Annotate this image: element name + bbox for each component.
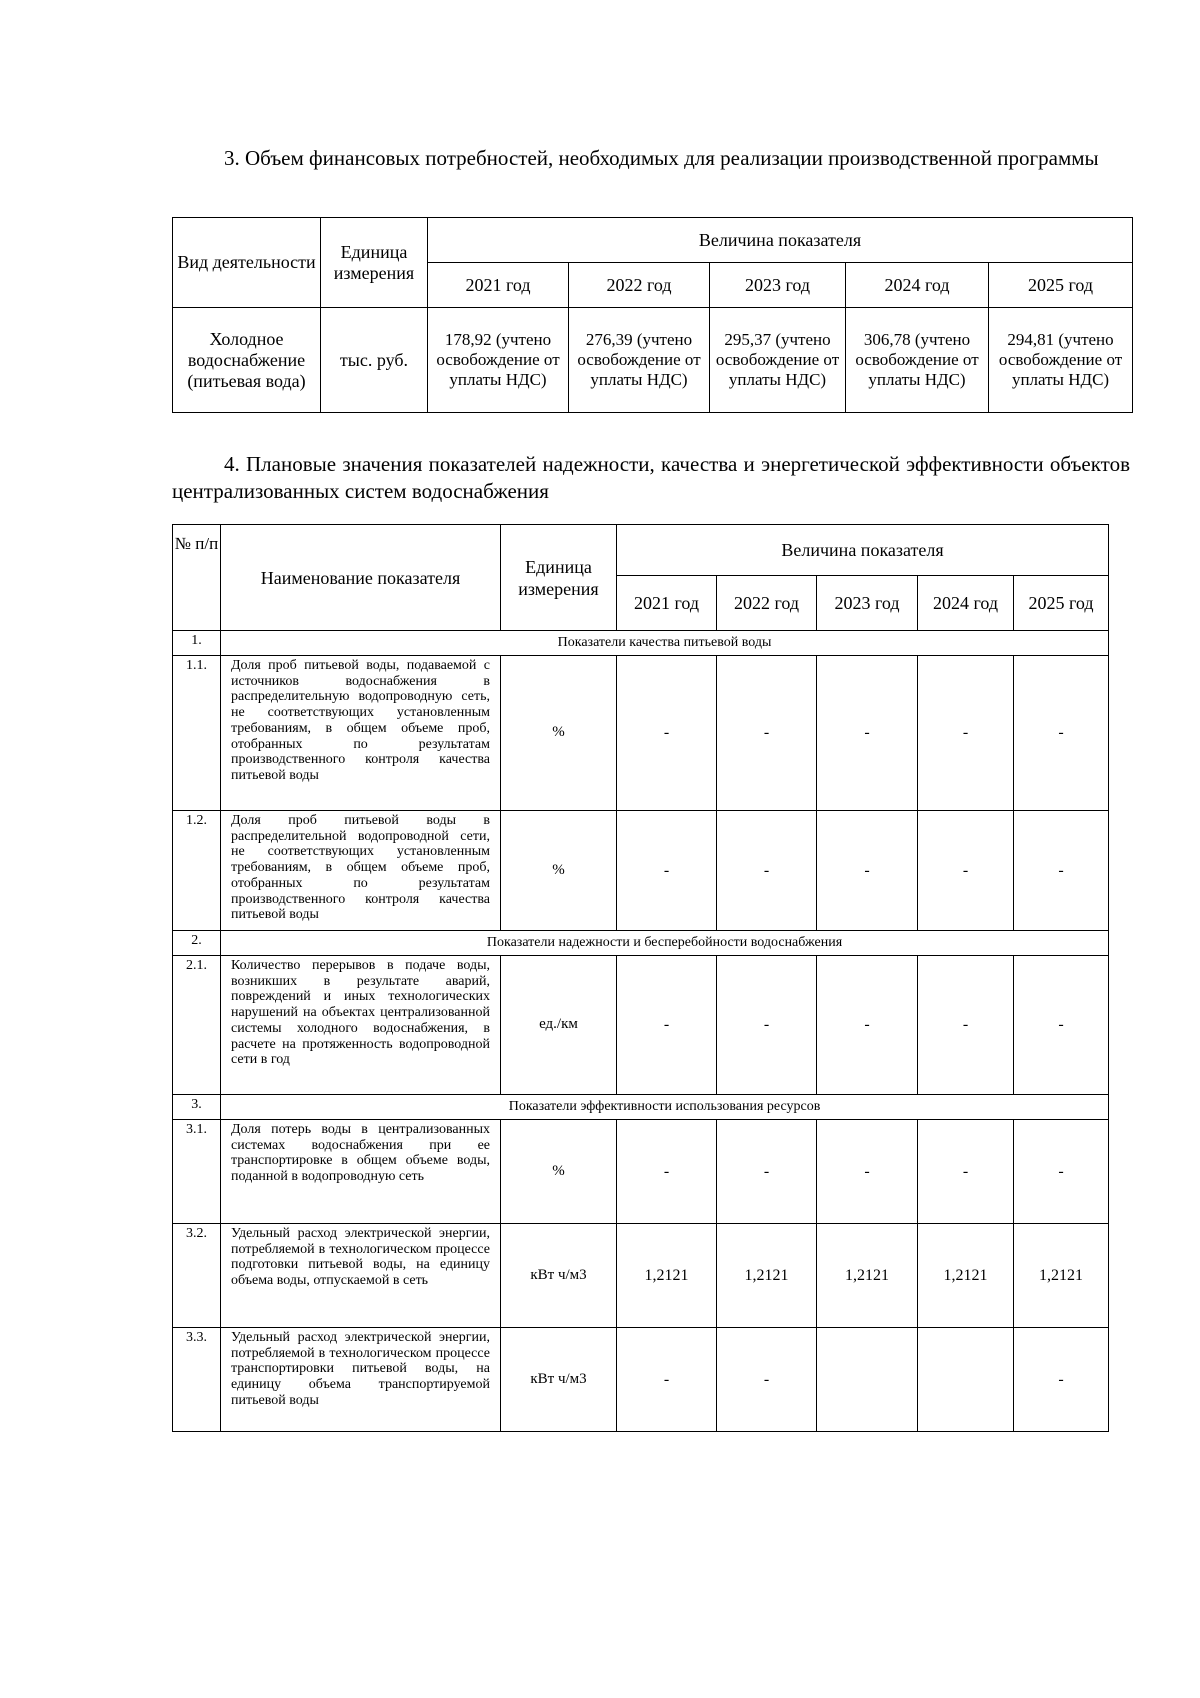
value-cell: - <box>918 656 1014 811</box>
header-value: Величина показателя <box>617 525 1109 576</box>
value-cell: - <box>617 656 717 811</box>
header-year: 2021 год <box>617 576 717 631</box>
table-row <box>173 1224 1109 1328</box>
value-cell: - <box>918 956 1014 1095</box>
row-num-cell: 3.3. <box>173 1328 221 1432</box>
value-cell: 306,78 (учтено освобождение от уплаты НДС) <box>846 308 989 413</box>
header-year: 2024 год <box>846 263 989 308</box>
section-num-cell: 2. <box>173 931 221 956</box>
header-value: Величина показателя <box>428 218 1133 263</box>
unit-cell: тыс. руб. <box>321 308 428 413</box>
section-row <box>173 931 1109 956</box>
value-cell: - <box>717 956 817 1095</box>
indicator-name-cell: Удельный расход электрической энергии, потребляемой в технологическом процессе транспортировки питьевой воды, на единицу объема транспортируемой питьевой воды <box>221 1328 501 1432</box>
value-cell: - <box>717 656 817 811</box>
unit-cell: % <box>501 1120 617 1224</box>
value-cell: 1,2121 <box>617 1224 717 1328</box>
value-cell: - <box>617 1328 717 1432</box>
row-num-cell: 1.1. <box>173 656 221 811</box>
section-title-cell: Показатели надежности и бесперебойности водоснабжения <box>221 931 1109 956</box>
value-cell: - <box>617 811 717 931</box>
value-cell: - <box>617 1120 717 1224</box>
header-year: 2023 год <box>710 263 846 308</box>
value-cell: 1,2121 <box>717 1224 817 1328</box>
header-unit: Единица измерения <box>321 218 428 308</box>
header-year: 2024 год <box>918 576 1014 631</box>
unit-cell: кВт ч/м3 <box>501 1224 617 1328</box>
row-num-cell: 2.1. <box>173 956 221 1095</box>
row-num-cell: 3.2. <box>173 1224 221 1328</box>
value-cell: - <box>1014 656 1109 811</box>
header-activity: Вид деятельности <box>173 218 321 308</box>
value-cell: 1,2121 <box>918 1224 1014 1328</box>
value-cell: 276,39 (учтено освобождение от уплаты НДС) <box>569 308 710 413</box>
header-year: 2022 год <box>717 576 817 631</box>
unit-cell: % <box>501 811 617 931</box>
value-cell: - <box>817 956 918 1095</box>
value-cell: - <box>817 656 918 811</box>
indicator-name-cell: Удельный расход электрической энергии, потребляемой в технологическом процессе подготовки питьевой воды, на единицу объема воды, отпускаемой в сеть <box>221 1224 501 1328</box>
row-num-cell: 1.2. <box>173 811 221 931</box>
table-row <box>173 656 1109 811</box>
value-cell: - <box>1014 956 1109 1095</box>
value-cell <box>918 1328 1014 1432</box>
unit-cell: ед./км <box>501 956 617 1095</box>
value-cell: - <box>717 1120 817 1224</box>
unit-cell: % <box>501 656 617 811</box>
row-num-cell: 3.1. <box>173 1120 221 1224</box>
header-year: 2022 год <box>569 263 710 308</box>
section-title-cell: Показатели качества питьевой воды <box>221 631 1109 656</box>
value-cell: - <box>817 811 918 931</box>
table-row <box>173 1328 1109 1432</box>
value-cell: - <box>617 956 717 1095</box>
value-cell: - <box>1014 1328 1109 1432</box>
value-cell: - <box>817 1120 918 1224</box>
value-cell: 294,81 (учтено освобождение от уплаты НДС) <box>989 308 1133 413</box>
indicator-name-cell: Количество перерывов в подаче воды, возникших в результате аварий, повреждений и иных технологических нарушений на объектах централизованной системы холодного водоснабжения, в расчете на протяженность водопроводной сети в год <box>221 956 501 1095</box>
financial-needs-table <box>172 217 1133 413</box>
section-title-cell: Показатели эффективности использования ресурсов <box>221 1095 1109 1120</box>
header-unit: Единица измерения <box>501 525 617 631</box>
value-cell: 178,92 (учтено освобождение от уплаты НДС) <box>428 308 569 413</box>
section3-heading: 3. Объем финансовых потребностей, необходимых для реализации производственной программы <box>224 146 1099 170</box>
header-year: 2025 год <box>1014 576 1109 631</box>
section-row <box>173 1095 1109 1120</box>
value-cell: 295,37 (учтено освобождение от уплаты НДС) <box>710 308 846 413</box>
header-year: 2021 год <box>428 263 569 308</box>
section-num-cell: 1. <box>173 631 221 656</box>
header-name: Наименование показателя <box>221 525 501 631</box>
indicator-name-cell: Доля проб питьевой воды, подаваемой с источников водоснабжения в распределительную водопроводную сеть, не соответствующих установленным требованиям, в общем объеме проб, отобранных по результатам производственного контроля качества питьевой воды <box>221 656 501 811</box>
header-year: 2023 год <box>817 576 918 631</box>
value-cell: - <box>717 811 817 931</box>
indicators-table-body <box>173 631 1109 1432</box>
indicator-name-cell: Доля потерь воды в централизованных системах водоснабжения при ее транспортировке в общем объеме воды, поданной в водопроводную сеть <box>221 1120 501 1224</box>
unit-cell: кВт ч/м3 <box>501 1328 617 1432</box>
value-cell: - <box>1014 1120 1109 1224</box>
value-cell: 1,2121 <box>1014 1224 1109 1328</box>
table-row <box>173 811 1109 931</box>
value-cell: - <box>918 811 1014 931</box>
indicators-table <box>172 524 1109 1432</box>
table-row <box>173 308 1133 413</box>
indicator-name-cell: Доля проб питьевой воды в распределительной водопроводной сети, не соответствующих установленным требованиям, в общем объеме проб, отобранных по результатам производственного контроля качества питьевой воды <box>221 811 501 931</box>
value-cell: - <box>918 1120 1014 1224</box>
header-num: № п/п <box>173 525 221 631</box>
value-cell <box>817 1328 918 1432</box>
section-row <box>173 631 1109 656</box>
value-cell: - <box>717 1328 817 1432</box>
table-row <box>173 1120 1109 1224</box>
section4-heading: 4. Плановые значения показателей надежности, качества и энергетической эффективности объектов централизованных систем водоснабжения <box>172 452 1130 503</box>
value-cell: - <box>1014 811 1109 931</box>
activity-cell: Холодное водоснабжение (питьевая вода) <box>173 308 321 413</box>
header-year: 2025 год <box>989 263 1133 308</box>
table-row <box>173 956 1109 1095</box>
value-cell: 1,2121 <box>817 1224 918 1328</box>
section-num-cell: 3. <box>173 1095 221 1120</box>
